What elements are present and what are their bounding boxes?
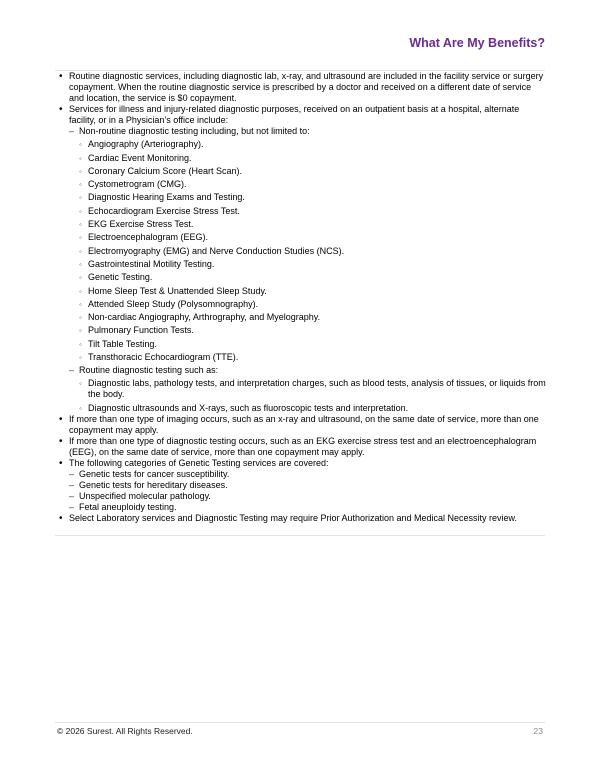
nested-list-item: ◦ Attended Sleep Study (Polysomnography). <box>79 299 547 310</box>
nested-list-item: ◦ Cystometrogram (CMG). <box>79 179 547 190</box>
sub-list-item: – Fetal aneuploidy testing. <box>69 502 547 513</box>
list-item <box>57 436 547 458</box>
benefits-content <box>57 71 547 524</box>
list-item-text: If more than one type of imaging occurs, such as an x-ray and ultrasound, on the same date of service, more than one copayment may apply. <box>69 413 539 435</box>
sub-list <box>69 126 547 414</box>
sub-list-item <box>69 126 547 363</box>
nested-list-item: ◦ Coronary Calcium Score (Heart Scan). <box>79 166 547 177</box>
list-item-text: Services for illness and injury-related diagnostic purposes, received on an outpatient basis at a hospital, alternate facility, or in a Physician’s office include: <box>69 104 520 125</box>
nested-list-item: ◦ Angiography (Arteriography). <box>79 139 547 150</box>
nested-list-item: ◦ Gastrointestinal Motility Testing. <box>79 259 547 270</box>
list-item <box>57 513 547 524</box>
list-item <box>57 71 547 104</box>
nested-list-item: ◦ Electroencephalogram (EEG). <box>79 232 547 243</box>
list-item-text: Select Laboratory services and Diagnostic Testing may require Prior Authorization and Medical Necessity review. <box>69 512 518 523</box>
nested-list-item: ◦ Home Sleep Test & Unattended Sleep Study. <box>79 286 547 297</box>
nested-list-item: ◦ EKG Exercise Stress Test. <box>79 219 547 230</box>
list-item <box>57 414 547 436</box>
list-item-text: If more than one type of diagnostic testing occurs, such as an EKG exercise stress test and an electroencephalogram (EEG), on the same date of service, more than one copayment may apply. <box>69 435 537 457</box>
sub-list-item-text: Non-routine diagnostic testing including, but not limited to: <box>79 126 310 136</box>
list-item <box>57 104 547 414</box>
nested-list-item: ◦ Diagnostic ultrasounds and X-rays, such as fluoroscopic tests and interpretation. <box>79 403 547 414</box>
nested-list-item: ◦ Non-cardiac Angiography, Arthrography, and Myelography. <box>79 312 547 323</box>
sub-list <box>69 469 547 513</box>
sub-list-item: – Genetic tests for cancer susceptibility. <box>69 469 547 480</box>
nested-list-item: ◦ Pulmonary Function Tests. <box>79 325 547 336</box>
nested-list-item: ◦ Transthoracic Echocardiogram (TTE). <box>79 352 547 363</box>
nested-list-item: ◦ Cardiac Event Monitoring. <box>79 153 547 164</box>
content-divider <box>55 535 545 536</box>
benefits-list <box>57 71 547 524</box>
list-item-text: The following categories of Genetic Testing services are covered: <box>69 457 329 468</box>
page-number: 23 <box>533 726 543 736</box>
list-item-text: Routine diagnostic services, including diagnostic lab, x-ray, and ultrasound are included in the facility service or surgery copayment. When the routine diagnostic service is prescribed by a doctor and received on a different date of service and location, the service is $0 copayment. <box>69 71 544 103</box>
sub-list-item <box>69 365 547 414</box>
nested-list-item: ◦ Diagnostic Hearing Exams and Testing. <box>79 192 547 203</box>
nested-list-item: ◦ Genetic Testing. <box>79 272 547 283</box>
nested-list <box>79 139 547 363</box>
nested-list-item: ◦ Echocardiogram Exercise Stress Test. <box>79 206 547 217</box>
footer-copyright: © 2026 Surest. All Rights Reserved. <box>57 726 193 736</box>
sub-list-item: – Genetic tests for hereditary diseases. <box>69 480 547 491</box>
list-item <box>57 458 547 513</box>
nested-list-item: ◦ Electromyography (EMG) and Nerve Conduction Studies (NCS). <box>79 246 547 257</box>
footer-divider <box>55 722 545 723</box>
sub-list-item-text: Routine diagnostic testing such as: <box>79 365 219 376</box>
page-title: What Are My Benefits? <box>409 36 545 50</box>
nested-list-item: ◦ Diagnostic labs, pathology tests, and interpretation charges, such as blood tests, analysis of tissues, or liquids from the body. <box>79 378 547 400</box>
nested-list <box>79 378 547 413</box>
nested-list-item: ◦ Tilt Table Testing. <box>79 339 547 350</box>
sub-list-item: – Unspecified molecular pathology. <box>69 491 547 502</box>
